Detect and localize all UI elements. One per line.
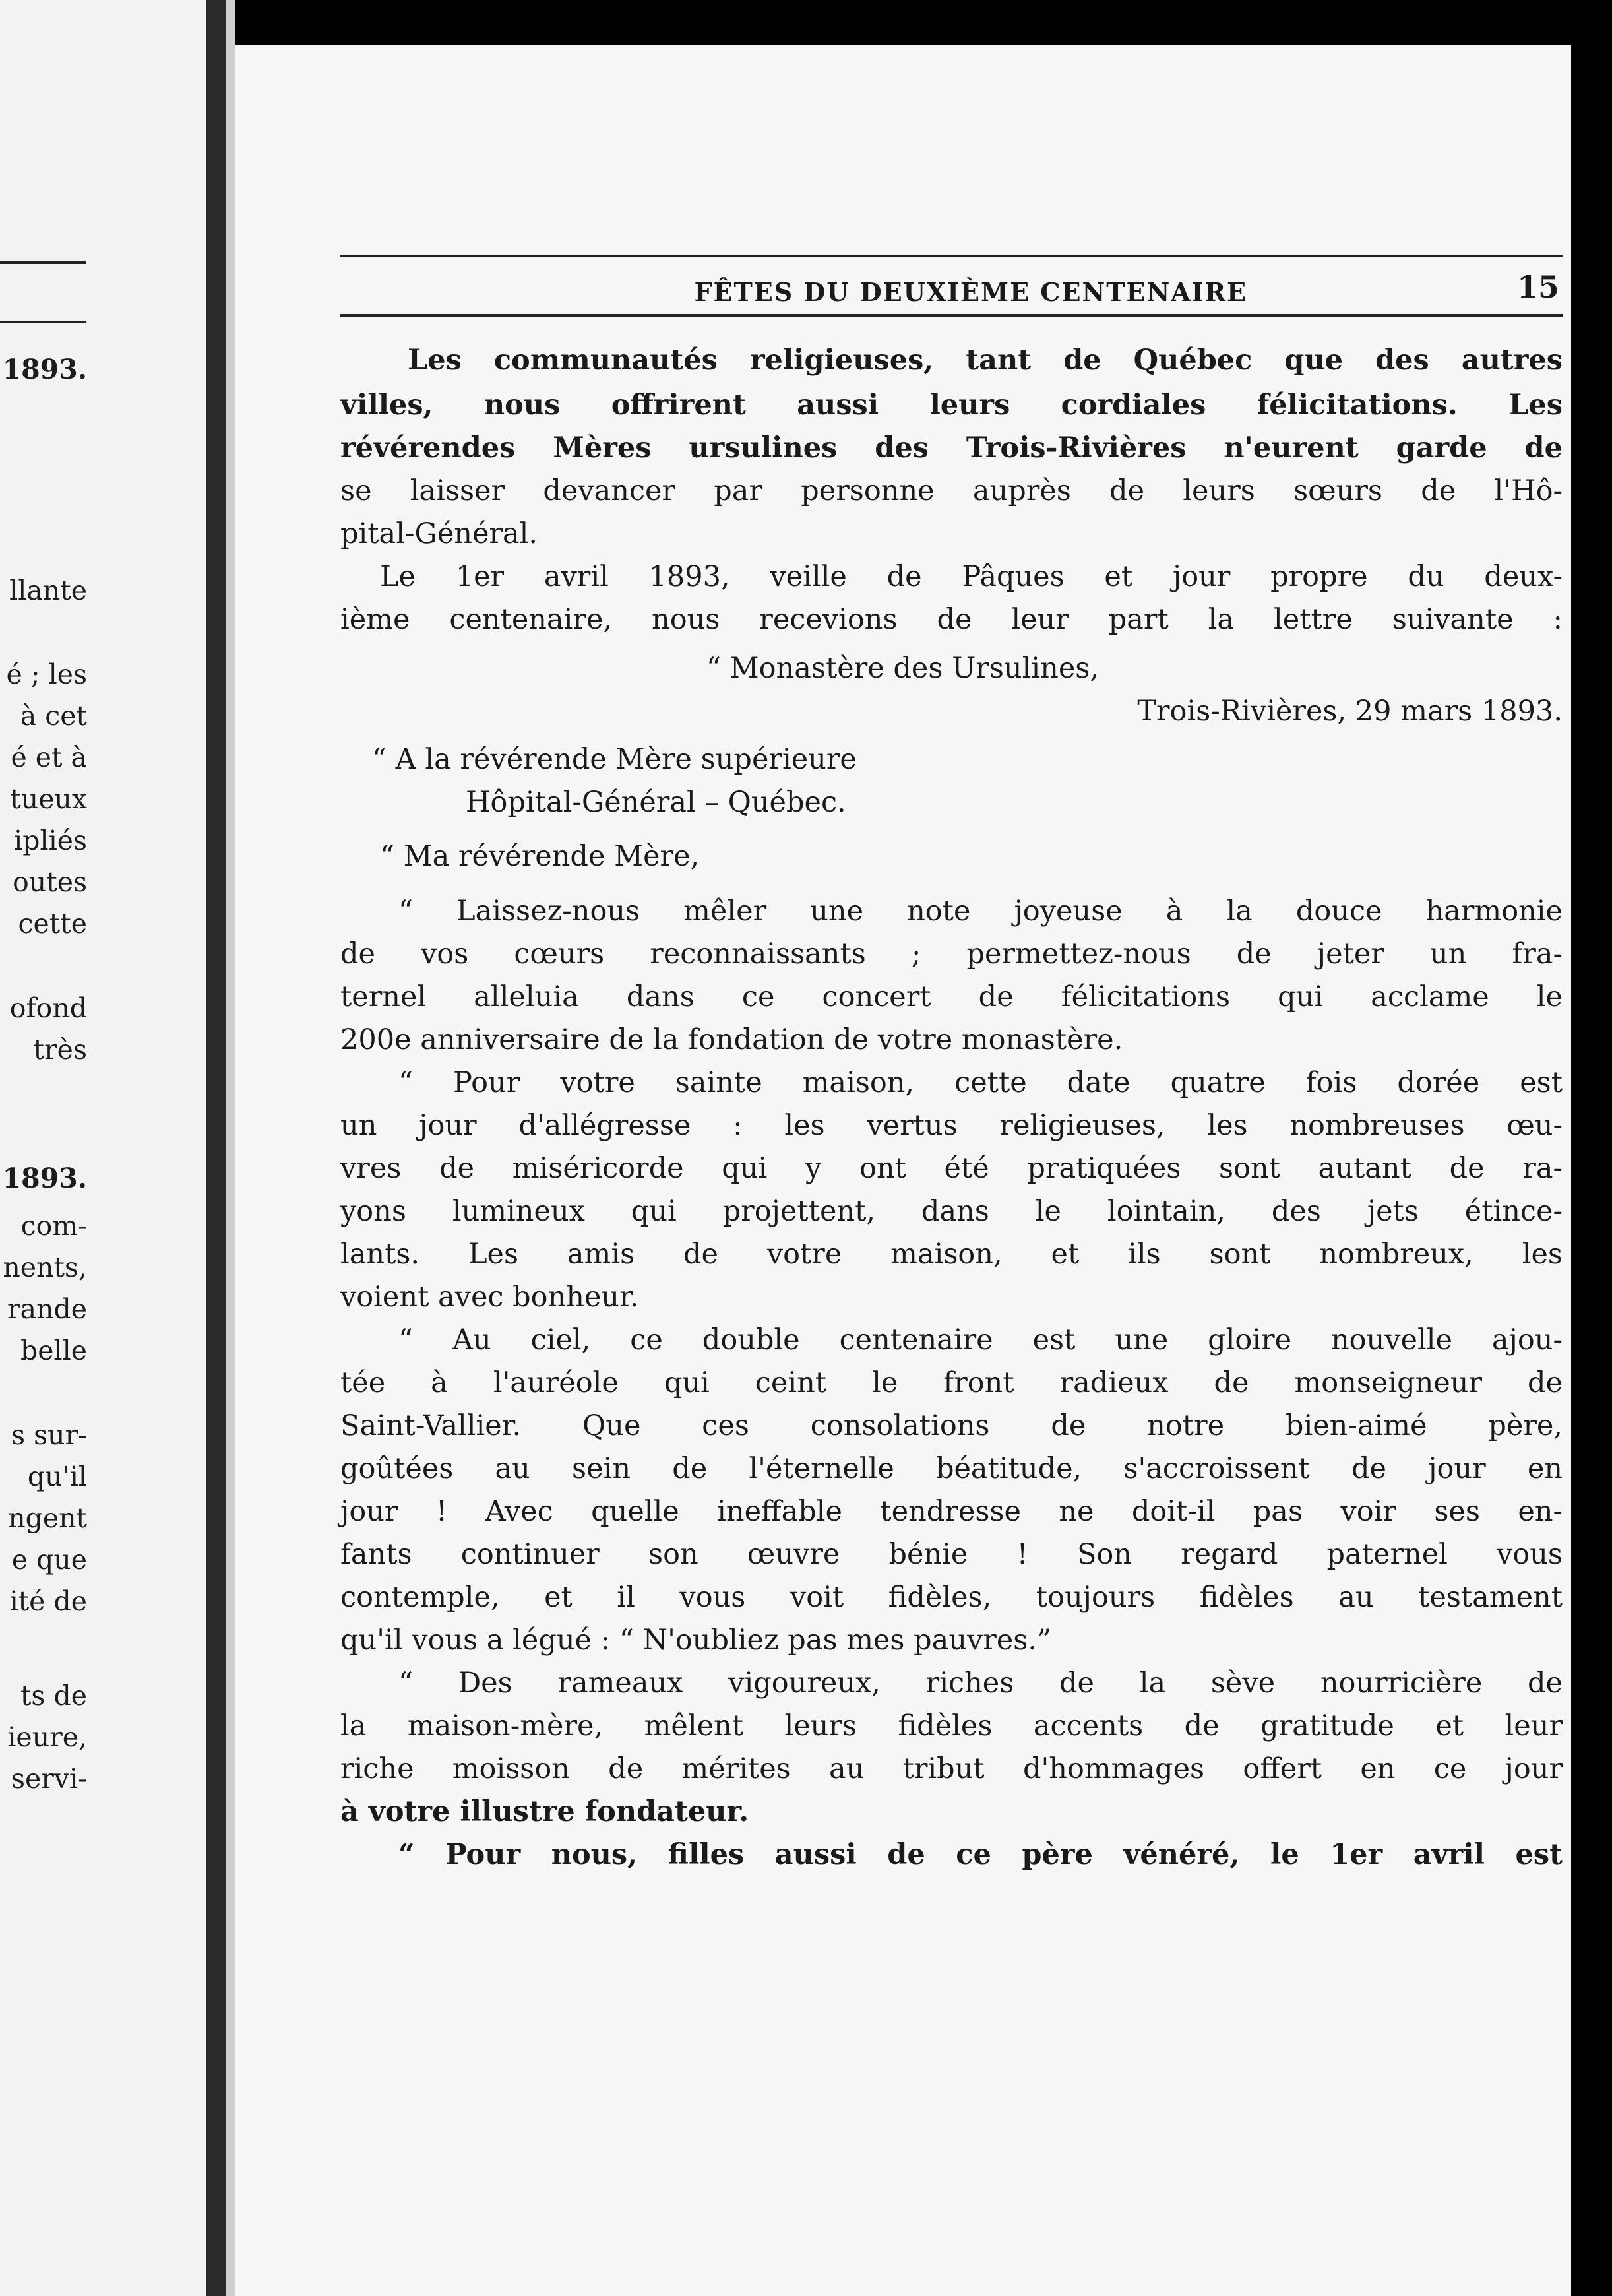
text-line: “ Pour votre sainte maison, cette date quatre fois dorée est [398, 1066, 1563, 1099]
text-line: “ Pour nous, filles aussi de ce père vénéré, le 1er avril est [398, 1838, 1563, 1871]
text-line: vres de miséricorde qui y ont été pratiquées sont autant de ra- [340, 1152, 1563, 1185]
left-line-fragment: ieure, [7, 1721, 87, 1753]
left-line-fragment: é et à [11, 742, 87, 773]
left-line-fragment: e que [11, 1544, 87, 1576]
text-line: “ Laissez-nous mêler une note joyeuse à la douce harmonie [398, 895, 1563, 928]
text-line: la maison-mère, mêlent leurs fidèles accents de gratitude et leur [340, 1709, 1563, 1742]
text-line: Hôpital-Général – Québec. [466, 786, 846, 819]
text-line: “ Au ciel, ce double centenaire est une gloire nouvelle ajou- [398, 1323, 1563, 1356]
left-line-fragment: outes [13, 866, 87, 898]
left-line-fragment: ts de [20, 1680, 87, 1711]
left-line-fragment: belle [20, 1335, 87, 1366]
left-line-fragment: 1893. [2, 1163, 87, 1194]
text-line: riche moisson de mérites au tribut d'hommages offert en ce jour [340, 1752, 1563, 1785]
text-line: Trois-Rivières, 29 mars 1893. [1137, 695, 1563, 728]
text-line: “ A la révérende Mère supérieure [372, 743, 857, 776]
text-line: voient avec bonheur. [340, 1281, 639, 1314]
left-header-rule-bottom [0, 321, 86, 323]
text-line: contemple, et il vous voit fidèles, toujours fidèles au testament [340, 1581, 1563, 1614]
left-line-fragment: cette [18, 908, 87, 940]
text-line: ième centenaire, nous recevions de leur part la lettre suivante : [340, 603, 1563, 636]
left-line-fragment: très [33, 1034, 87, 1066]
text-line: Saint-Vallier. Que ces consolations de notre bien-aimé père, [340, 1409, 1563, 1442]
left-line-fragment: llante [9, 575, 87, 606]
text-line: jour ! Avec quelle ineffable tendresse ne doit-il pas voir ses en- [340, 1495, 1563, 1528]
book-gutter-shadow [206, 0, 226, 2296]
text-line: yons lumineux qui projettent, dans le lointain, des jets étince- [340, 1195, 1563, 1228]
header-rule-bottom [340, 314, 1563, 317]
text-line: “ Des rameaux vigoureux, riches de la sève nourricière de [398, 1667, 1563, 1700]
left-line-fragment: com- [20, 1210, 87, 1242]
header-rule-top [340, 255, 1563, 257]
text-line: un jour d'allégresse : les vertus religieuses, les nombreuses œu- [340, 1109, 1563, 1142]
left-line-fragment: tueux [10, 783, 87, 815]
left-header-rule-top [0, 261, 86, 264]
left-line-fragment: à cet [20, 700, 87, 732]
left-line-fragment: nents, [3, 1252, 87, 1283]
text-line: fants continuer son œuvre bénie ! Son regard paternel vous [340, 1538, 1563, 1571]
page-number: 15 [1516, 269, 1559, 305]
text-line: “ Monastère des Ursulines, [706, 652, 1100, 685]
left-line-fragment: 1893. [2, 354, 87, 385]
text-line: se laisser devancer par personne auprès de leurs sœurs de l'Hô- [340, 474, 1563, 507]
text-line: tée à l'auréole qui ceint le front radieux de monseigneur de [340, 1366, 1563, 1399]
text-line: de vos cœurs reconnaissants ; permettez-nous de jeter un fra- [340, 938, 1563, 971]
left-line-fragment: ipliés [14, 825, 87, 856]
text-line: Le 1er avril 1893, veille de Pâques et jour propre du deux- [380, 560, 1563, 593]
text-line: Les communautés religieuses, tant de Québec que des autres [408, 344, 1563, 377]
running-title: FÊTES DU DEUXIÈME CENTENAIRE [694, 277, 1247, 307]
left-line-fragment: é ; les [6, 658, 87, 690]
text-line: pital-Général. [340, 517, 538, 550]
text-line: “ Ma révérende Mère, [380, 840, 700, 873]
text-line: 200e anniversaire de la fondation de votre monastère. [340, 1023, 1123, 1056]
text-line: qu'il vous a légué : “ N'oubliez pas mes pauvres.” [340, 1624, 1052, 1657]
left-line-fragment: rande [7, 1293, 87, 1325]
text-line: révérendes Mères ursulines des Trois-Rivières n'eurent garde de [340, 431, 1563, 464]
left-line-fragment: ité de [9, 1585, 87, 1617]
left-line-fragment: s sur- [11, 1419, 87, 1451]
left-line-fragment: ofond [9, 992, 87, 1024]
text-line: ternel alleluia dans ce concert de félicitations qui acclame le [340, 980, 1563, 1013]
text-line: lants. Les amis de votre maison, et ils sont nombreux, les [340, 1238, 1563, 1271]
right-page [235, 45, 1571, 2296]
text-line: à votre illustre fondateur. [340, 1795, 749, 1828]
text-line: goûtées au sein de l'éternelle béatitude, s'accroissent de jour en [340, 1452, 1563, 1485]
left-line-fragment: qu'il [27, 1461, 87, 1492]
left-page-fragment [0, 0, 206, 2296]
book-gutter-edge [226, 0, 235, 2296]
left-line-fragment: ngent [8, 1502, 87, 1534]
left-line-fragment: servi- [11, 1763, 87, 1795]
text-line: villes, nous offrirent aussi leurs cordiales félicitations. Les [340, 389, 1563, 422]
